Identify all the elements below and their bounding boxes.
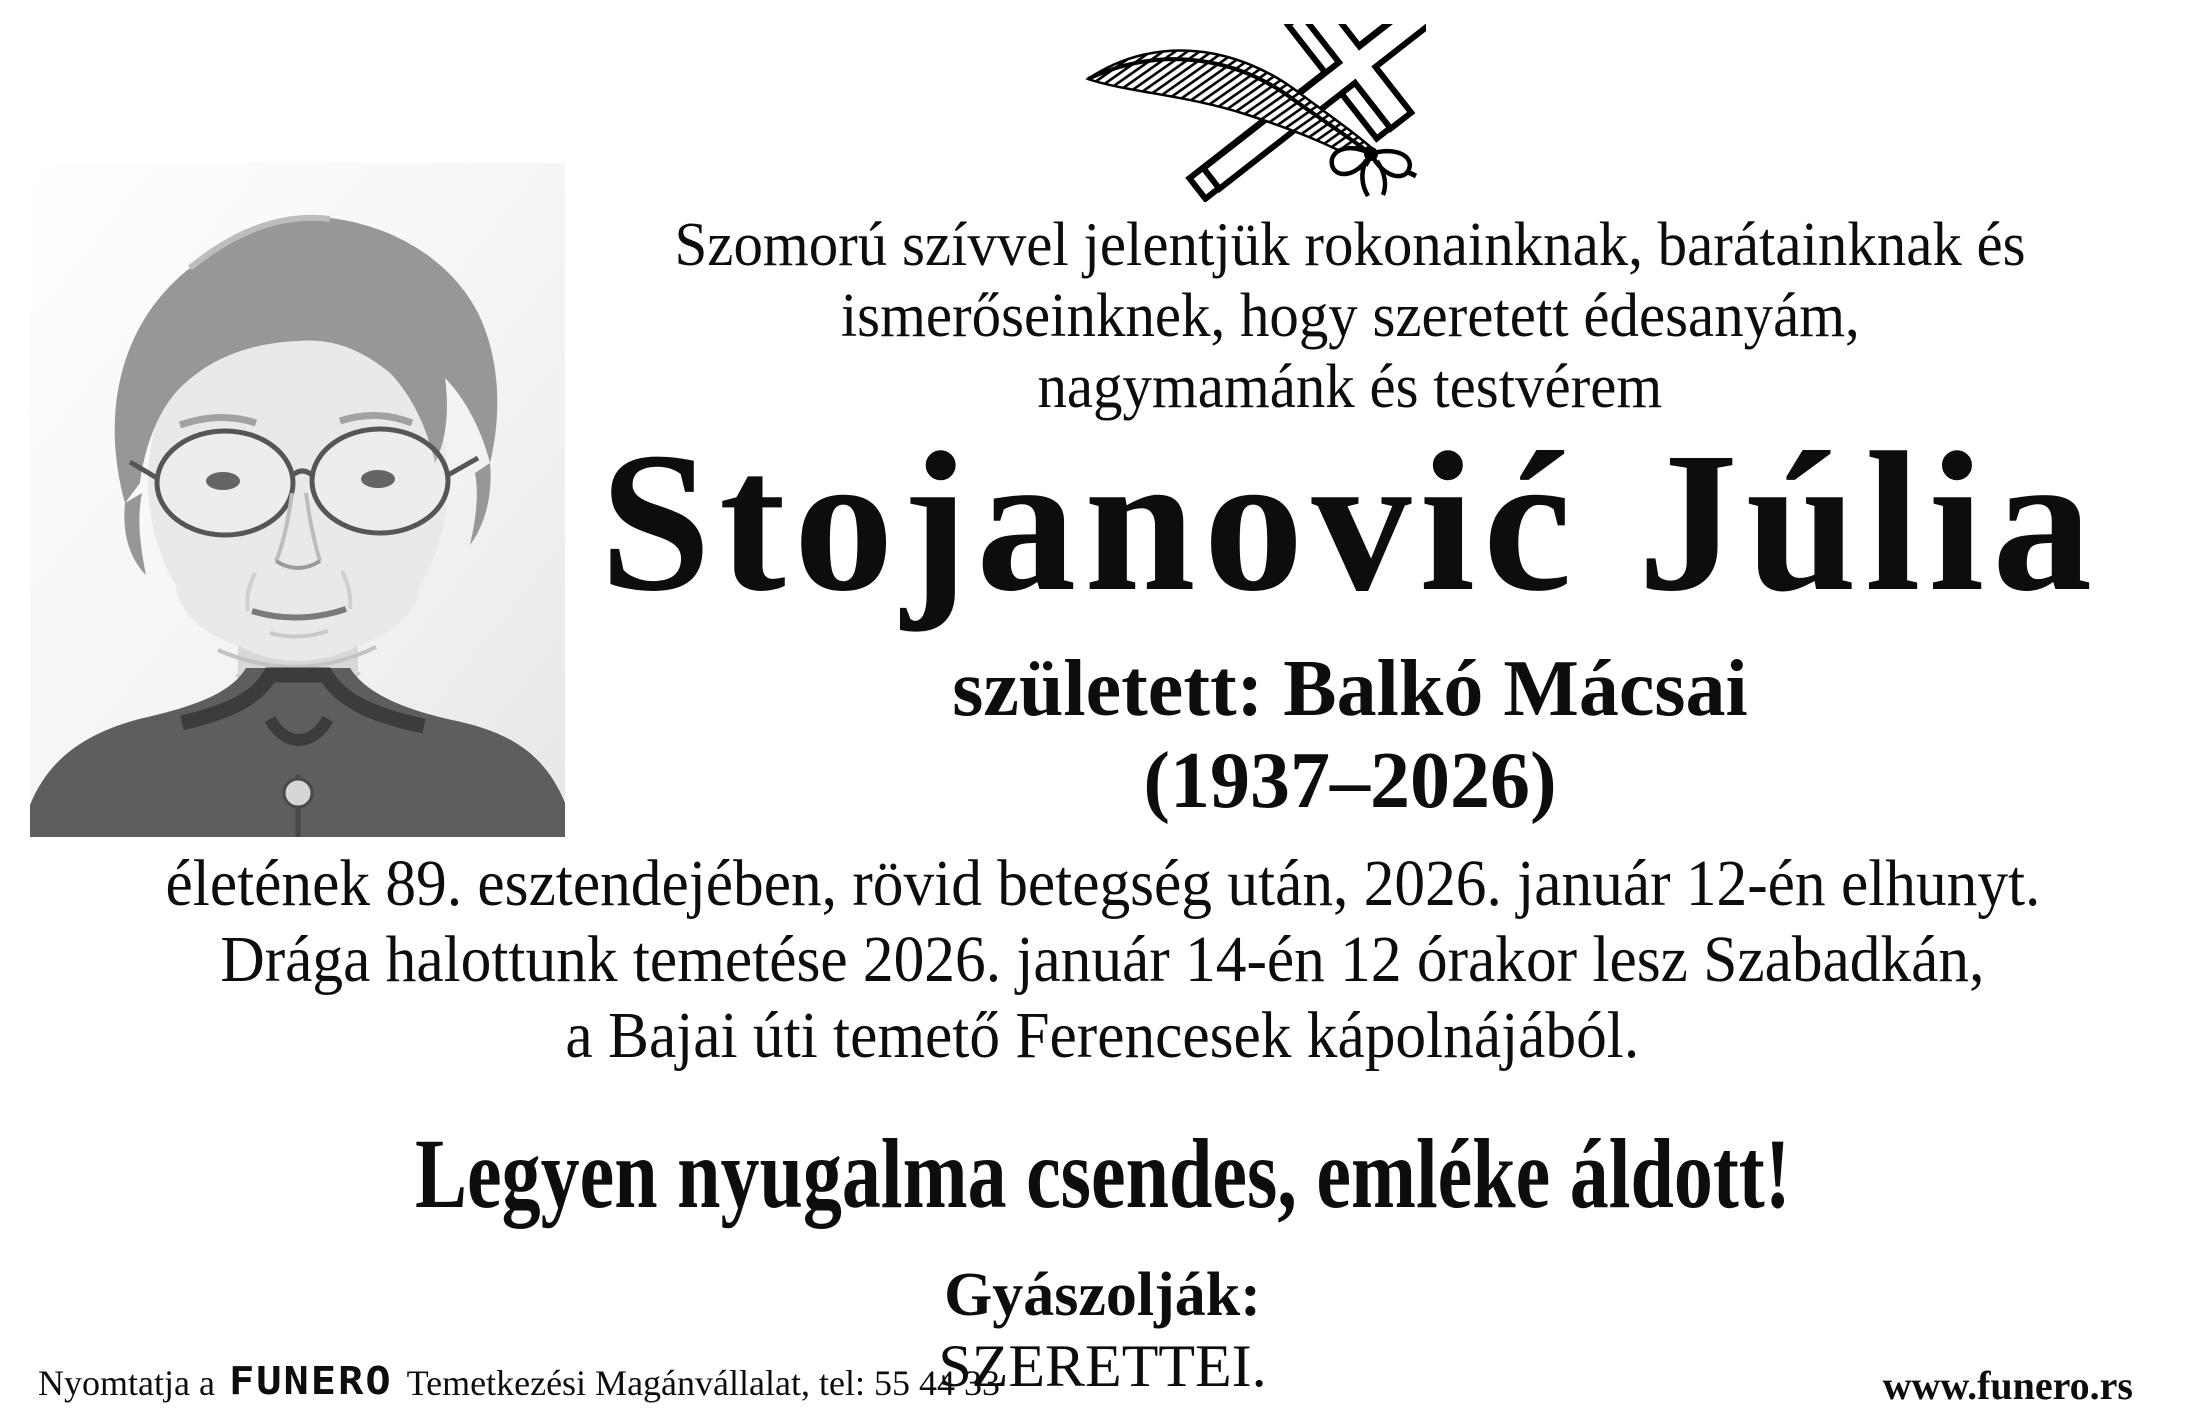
mourners-value: SZERETTEI. [938,1333,1267,1399]
website-url: www.funero.rs [1882,1363,2133,1408]
announcement-line-2: ismerőseinknek, hogy szeretett édesanyám, [840,282,1860,350]
details-line-2: Drága halottunk temetése 2026. január 14-én 12 órakor lesz Szabadkán, [220,923,1985,996]
birth-death-years: (1937–2026) [1143,737,1557,825]
mourners-label: Gyászolják: [944,1261,1261,1329]
printed-by-suffix: Temetkezési Magánvállalat, tel: 55 44 33 [406,1363,1000,1403]
printer-credit [38,1356,1000,1405]
farewell-line: Legyen nyugalma csendes, emléke áldott! [414,1118,1791,1229]
announcement-block [515,210,2185,827]
deceased-name: Stojanović Júlia [599,412,2101,633]
deceased-portrait-photo [30,163,565,837]
funero-logo: FUNERO [228,1357,393,1404]
details-line-3: a Bajai úti temető Ferencesek kápolnájából. [565,999,1640,1072]
cross-with-palm-icon [1078,24,1426,202]
printed-by-prefix: Nyomtatja a [38,1363,215,1403]
announcement-line-1: Szomorú szívvel jelentjük rokonainknak, barátainknak és [674,211,2026,279]
details-line-1: életének 89. esztendejében, rövid betegség után, 2026. január 12-én elhunyt. [165,847,2040,920]
details-block [0,846,2205,1400]
maiden-name-line: született: Balkó Mácsai [952,645,1748,733]
announcement-line-3: nagymamánk és testvérem [1037,353,1663,421]
